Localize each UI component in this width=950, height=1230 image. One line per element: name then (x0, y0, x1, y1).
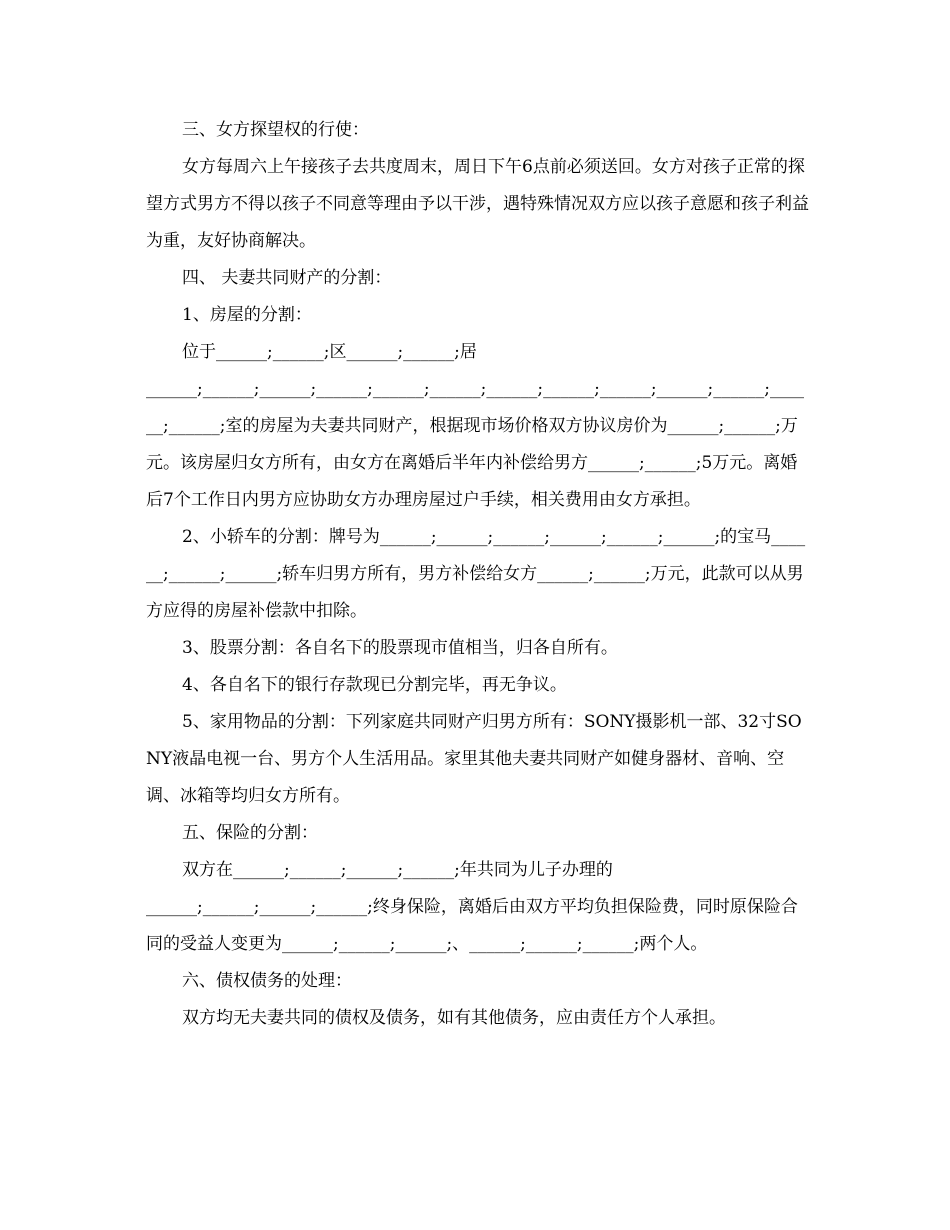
house-location-line: 位于______;______;区______;______;居 (182, 342, 477, 362)
insurance-paragraph: ______;______;______;______;终身保险，离婚后由双方平均负担保险费，同时原保险合同的受益人变更为______;______;______;、______;______;______;两个人。 (146, 897, 798, 954)
document-body (146, 112, 810, 1037)
visitation-paragraph: 女方每周六上午接孩子去共度周末，周日下午6点前必须送回。女方对孩子正常的探望方式男方不得以孩子不同意等理由予以干涉，遇特殊情况双方应以孩子意愿和孩子利益为重，友好协商解决。 (146, 157, 809, 251)
section-heading-insurance: 五、保险的分割： (182, 823, 318, 843)
car-paragraph: 2、小轿车的分割：牌号为______;______;______;______;______;______;的宝马______;______;______;轿车归男方所有，男方补偿给女方______;______;万元，此款可以从男方应得的房屋补偿款中扣除。 (146, 527, 806, 621)
section-heading-visitation: 三、女方探望权的行使： (182, 120, 369, 140)
insurance-intro-line: 双方在______;______;______;______;年共同为儿子办理的 (182, 860, 613, 880)
section-heading-debts: 六、债权债务的处理： (182, 971, 352, 991)
bank-deposit-paragraph: 4、各自名下的银行存款现已分割完毕，再无争议。 (182, 675, 567, 695)
section-heading-property: 四、 夫妻共同财产的分割： (182, 268, 392, 288)
debts-paragraph: 双方均无夫妻共同的债权及债务，如有其他债务，应由责任方个人承担。 (182, 1008, 726, 1028)
stock-paragraph: 3、股票分割：各自名下的股票现市值相当，归各自所有。 (182, 638, 618, 658)
house-paragraph: ______;______;______;______;______;______;______;______;______;______;______;______;______;室的房屋为夫妻共同财产，根据现市场价格双方协议房价为______;______;万元。该房屋归女方所有，由女方在离婚后半年内补偿给男方______;______;5万元。离婚后7个工作日内男方应协助女方办理房屋过户手续，相关费用由女方承担。 (146, 379, 805, 510)
household-items-paragraph: 5、家用物品的分割：下列家庭共同财产归男方所有：SONY摄影机一部、32寸SONY液晶电视一台、男方个人生活用品。家里其他夫妻共同财产如健身器材、音响、空调、冰箱等均归女方所有。 (146, 712, 802, 806)
subheading-house: 1、房屋的分割： (182, 305, 312, 325)
